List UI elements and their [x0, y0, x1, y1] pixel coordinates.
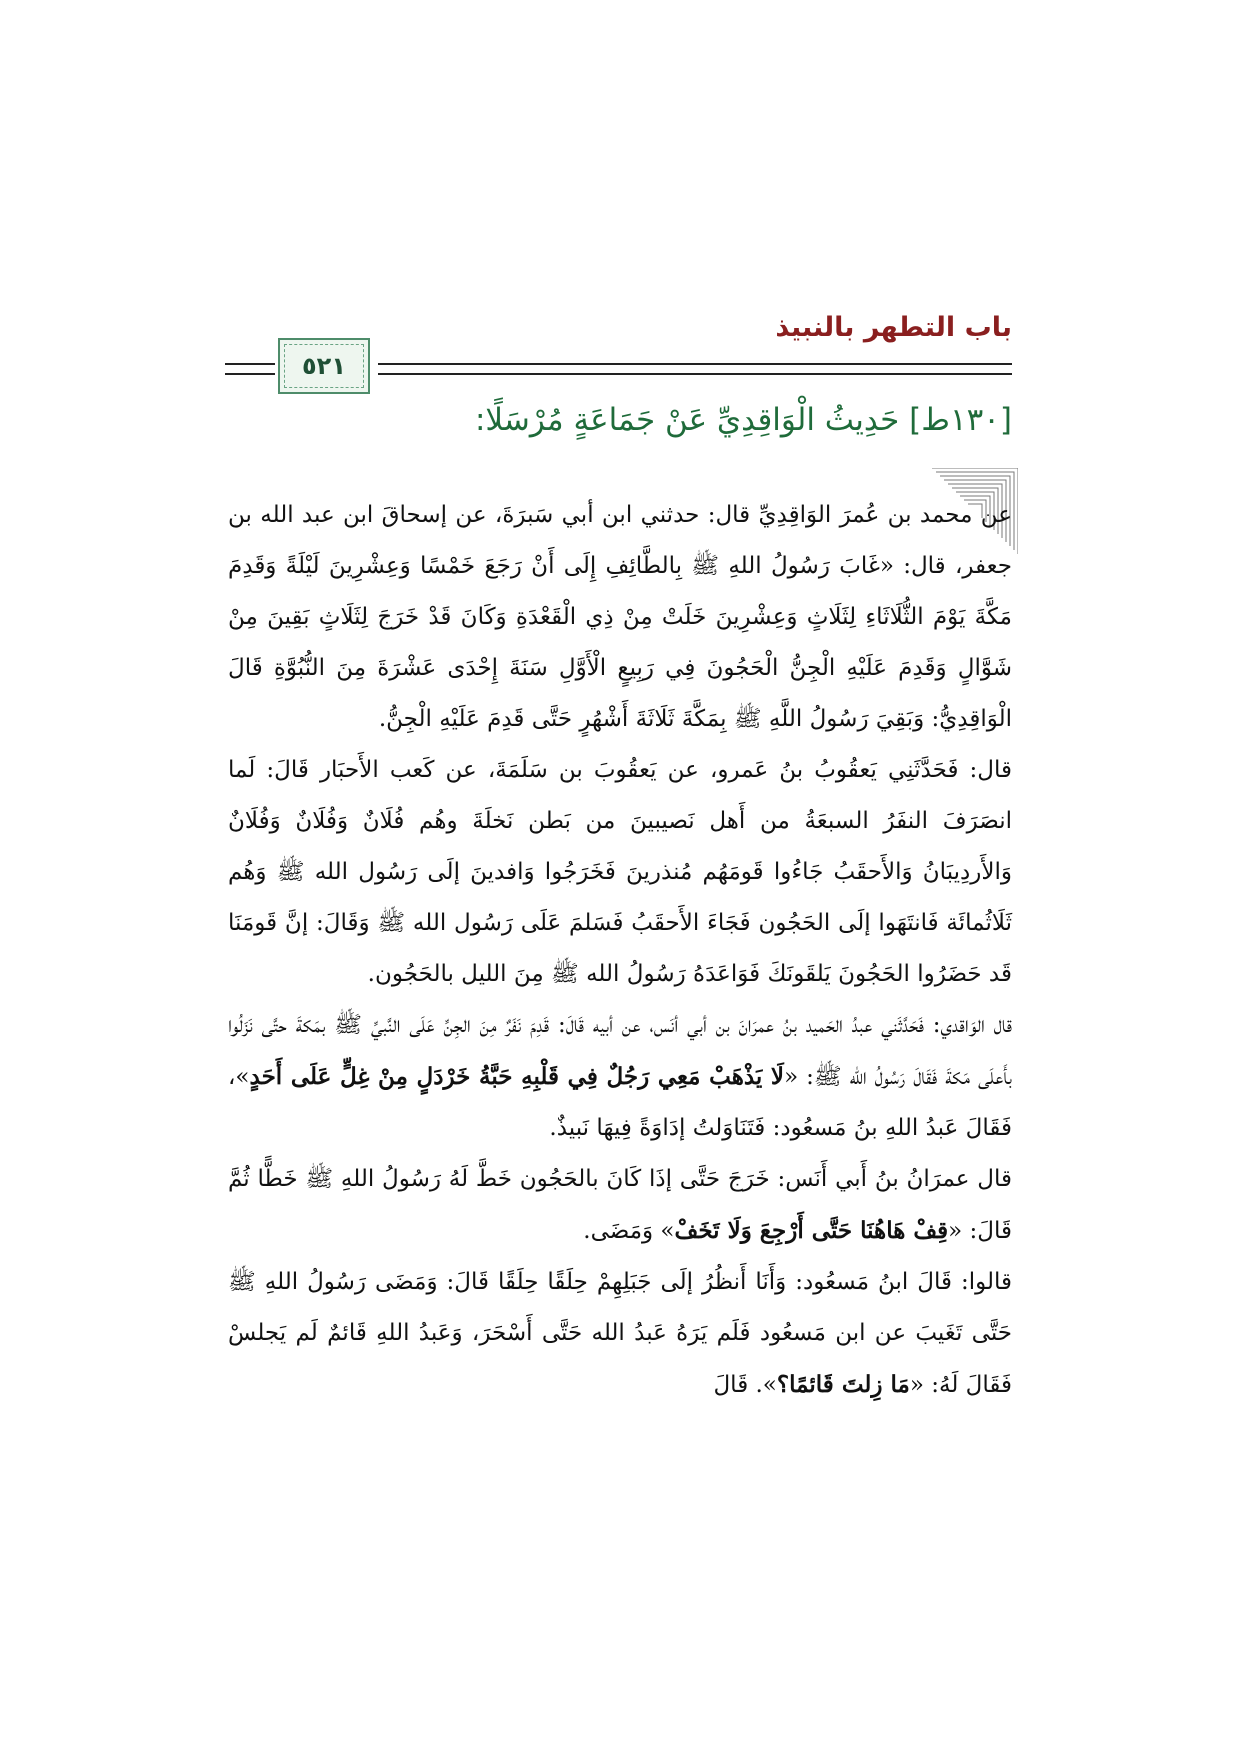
page-number: ٥٢١ [302, 352, 346, 380]
paragraph-2: قال: فَحَدَّثَنِي يَعقُوبُ بنُ عَمرو، عن يَعقُوبَ بن سَلَمَةَ، عن كَعب الأَحبَار قَالَ: لَما انصَرَفَ النفَرُ السبعَةُ من أَهل نَصيبينَ من بَطن نَخلَةَ وهُم فُلَانٌ وَفُلَانٌ وَفُلَانٌ وَالأَردِيبَانُ وَالأَحقَبُ جَاءُوا قَومَهُم مُنذرينَ فَخَرَجُوا وَافدينَ إلَى رَسُول الله ﷺ وَهُم ثَلَاثُمائَة فَانتَهَوا إلَى الحَجُون فَجَاءَ الأَحقَبُ فَسَلمَ عَلَى رَسُول الله ﷺ وَقَالَ: إنَّ قَومَنَا قَد حَضَرُوا الحَجُونَ يَلقَونَكَ فَوَاعَدَهُ رَسُولُ الله ﷺ مِنَ الليل بالحَجُون. [228, 757, 1012, 987]
paragraph-5 [228, 1257, 1012, 1411]
page-number-badge [278, 338, 370, 394]
paragraph-1: عن محمد بن عُمرَ الوَاقِدِيِّ قال: حدثني ابن أبي سَبرَةَ، عن إسحاقَ ابن عبد الله بن جعفر، قال: «غَابَ رَسُولُ اللهِ ﷺ بِالطَّائِفِ إِلَى أَنْ رَجَعَ خَمْسًا وَعِشْرِينَ لَيْلَةً وَقَدِمَ مَكَّةَ يَوْمَ الثُّلَاثَاءِ لِثَلَاثٍ وَعِشْرِينَ خَلَتْ مِنْ ذِي الْقَعْدَةِ وَكَانَ قَدْ خَرَجَ لِثَلَاثٍ بَقِينَ مِنْ شَوَّالٍ وَقَدِمَ عَلَيْهِ الْجِنُّ الْحَجُونَ فِي رَبِيعٍ الْأَوَّلِ سَنَةَ إِحْدَى عَشْرَةَ مِنَ النُّبُوَّةِ قَالَ الْوَاقِدِيُّ: وَبَقِيَ رَسُولُ اللَّهِ ﷺ بِمَكَّةَ ثَلَاثَةَ أَشْهُرٍ حَتَّى قَدِمَ عَلَيْهِ الْجِنُّ. [228, 502, 1012, 732]
chapter-title: باب التطهر بالنبيذ [775, 312, 1012, 343]
body-text [228, 490, 1012, 1411]
paragraph-5-text-a: قالوا: قَالَ ابنُ مَسعُود: وَأَنَا أَنظُرُ إلَى جَبَلِهِمْ حِلَقًا حِلَقًا قَالَ: وَمَضَى رَسُولُ اللهِ ﷺ حَتَّى تَغَيبَ عن ابن مَسعُود فَلَم يَرَهُ عَبدُ الله حَتَّى أَسْحَرَ، وَعَبدُ اللهِ قَائمٌ لَم يَجلسْ فَقَالَ لَهُ: « [228, 1269, 1012, 1398]
paragraph-3-text-b: »، فَقَالَ عَبدُ اللهِ بنُ مَسعُود: فَتَنَاوَلتُ إدَاوَةً فِيهَا نَبيذٌ. [228, 1064, 1012, 1141]
header-rule-left [225, 363, 275, 375]
prophetic-quote-2: قِفْ هَاهُنَا حَتَّى أَرْجِعَ وَلَا تَخَفْ [674, 1217, 949, 1244]
paragraph-4-text-a: قال عمرَانُ بنُ أَبي أَنَس: خَرَجَ حَتَّى إذَا كَانَ بالحَجُون خَطَّ لَهُ رَسُولُ اللهِ ﷺ خَطًّا ثُمَّ قَالَ: « [228, 1166, 1012, 1244]
hadith-heading: [١٣٠ط] حَدِيثُ الْوَاقِدِيِّ عَنْ جَمَاعَةٍ مُرْسَلًا: [474, 402, 1012, 438]
paragraph-5-text-b: ». قَالَ [713, 1372, 777, 1398]
paragraph-4-text-b: » وَمَضَى. [583, 1218, 675, 1244]
header-rule-right [378, 363, 1012, 375]
prophetic-quote-1: لَا يَذْهَبْ مَعِي رَجُلٌ فِي قَلْبِهِ حَبَّةُ خَرْدَلٍ مِنْ غِلٍّ عَلَى أَحَدٍ [249, 1063, 785, 1090]
paragraph-3 [228, 1000, 1012, 1154]
prophetic-quote-3: مَا زِلتَ قَائمًا؟ [776, 1371, 910, 1398]
paragraph-4 [228, 1154, 1012, 1257]
paragraph-3-text-a: قال الوَاقدي: فَحَدَّثَني عبدُ الحَميد بنُ عمرَانَ بن أبي أنَس، عن أبيه قَالَ: قَدِمَ نَفَرٌ مِنَ الجِنِّ عَلَى النَّبيِّ ﷺ بمَكةَ حتَّى نَزَلُوا بأَعلَى مَكةَ فَقَالَ رَسُولُ الله ﷺ: « [228, 1012, 1013, 1090]
